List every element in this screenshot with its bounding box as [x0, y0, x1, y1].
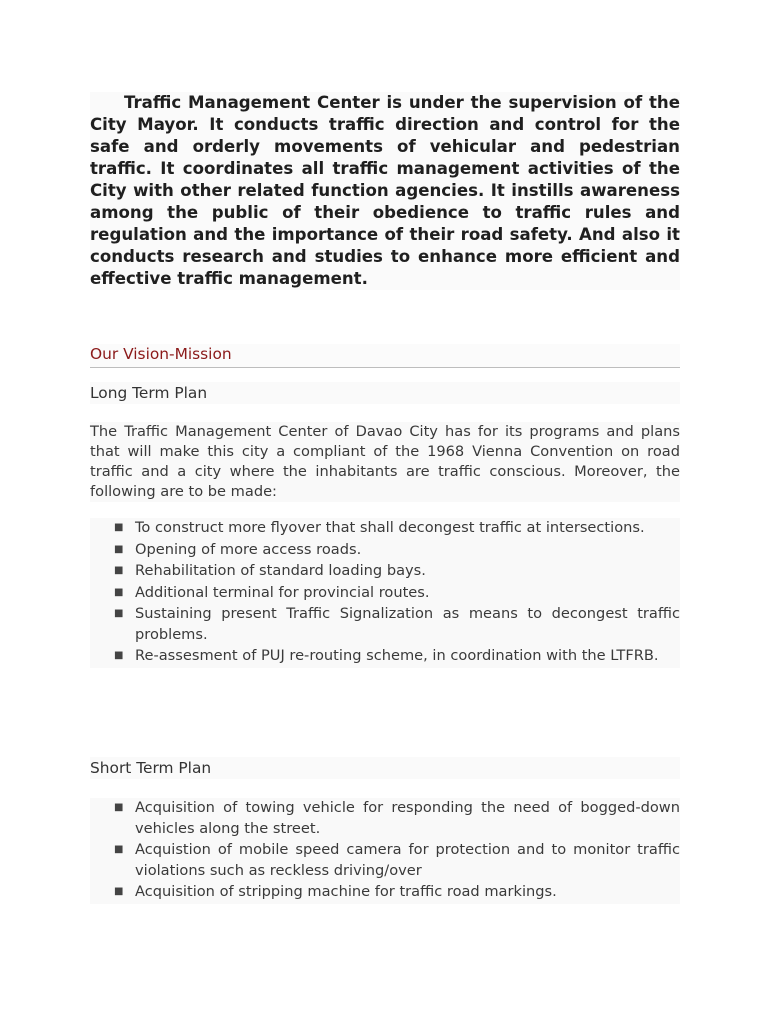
intro-text: Traffic Management Center is under the supervision of the City Mayor. It conducts traffic direction and control for the safe and orderly movements of vehicular and pedestrian traffic. It coordinates all traffic management activities of the City with other related function agencies. It instills awareness among the public of their obedience to traffic rules and regulation and the importance of their road safety. And also it conducts research and studies to enhance more efficient and effective traffic management. [90, 93, 680, 288]
list-item-text: Additional terminal for provincial routes. [135, 583, 430, 601]
list-item-text: Acquisition of stripping machine for traffic road markings. [135, 883, 557, 900]
list-item [90, 604, 680, 645]
square-bullet-icon: ■ [114, 586, 124, 598]
list-item-text: Sustaining present Traffic Signalization as means to decongest traffic problems. [135, 605, 680, 643]
list-item [90, 540, 680, 561]
list-item-text: Rehabilitation of standard loading bays. [135, 562, 426, 579]
intro-paragraph [90, 92, 680, 290]
short-term-plan-heading: Short Term Plan [90, 757, 680, 779]
list-item [90, 518, 680, 539]
list-item [90, 798, 680, 839]
square-bullet-icon: ■ [114, 522, 124, 533]
square-bullet-icon: ■ [114, 802, 124, 813]
square-bullet-icon: ■ [114, 650, 124, 661]
list-item [90, 882, 680, 903]
short-term-plan-list [90, 798, 680, 904]
document-page [90, 92, 680, 900]
long-term-plan-heading: Long Term Plan [90, 382, 680, 404]
square-bullet-icon: ■ [114, 608, 124, 619]
square-bullet-icon: ■ [114, 565, 124, 576]
list-item-text: Opening of more access roads. [135, 540, 362, 558]
list-item [90, 583, 680, 604]
square-bullet-icon: ■ [114, 543, 124, 555]
square-bullet-icon: ■ [114, 844, 124, 855]
long-term-plan-description: The Traffic Management Center of Davao City has for its programs and plans that will make this city a compliant of the 1968 Vienna Convention on road traffic and a city where the inhabitants are traffic conscious. Moreover, the following are to be made: [90, 423, 680, 500]
list-item-text: Acquistion of mobile speed camera for protection and to monitor traffic violations such as reckless driving/over [135, 841, 680, 879]
list-item [90, 646, 680, 667]
list-item-text: Re-assesment of PUJ re-routing scheme, in coordination with the LTFRB. [135, 647, 659, 664]
list-item [90, 840, 680, 881]
square-bullet-icon: ■ [114, 886, 124, 897]
list-item-text: To construct more flyover that shall decongest traffic at intersections. [135, 519, 645, 536]
long-term-plan-list [90, 518, 680, 668]
vision-mission-heading: Our Vision-Mission [90, 344, 680, 368]
list-item-text: Acquisition of towing vehicle for responding the need of bogged-down vehicles along the street. [135, 799, 680, 837]
list-item [90, 561, 680, 582]
